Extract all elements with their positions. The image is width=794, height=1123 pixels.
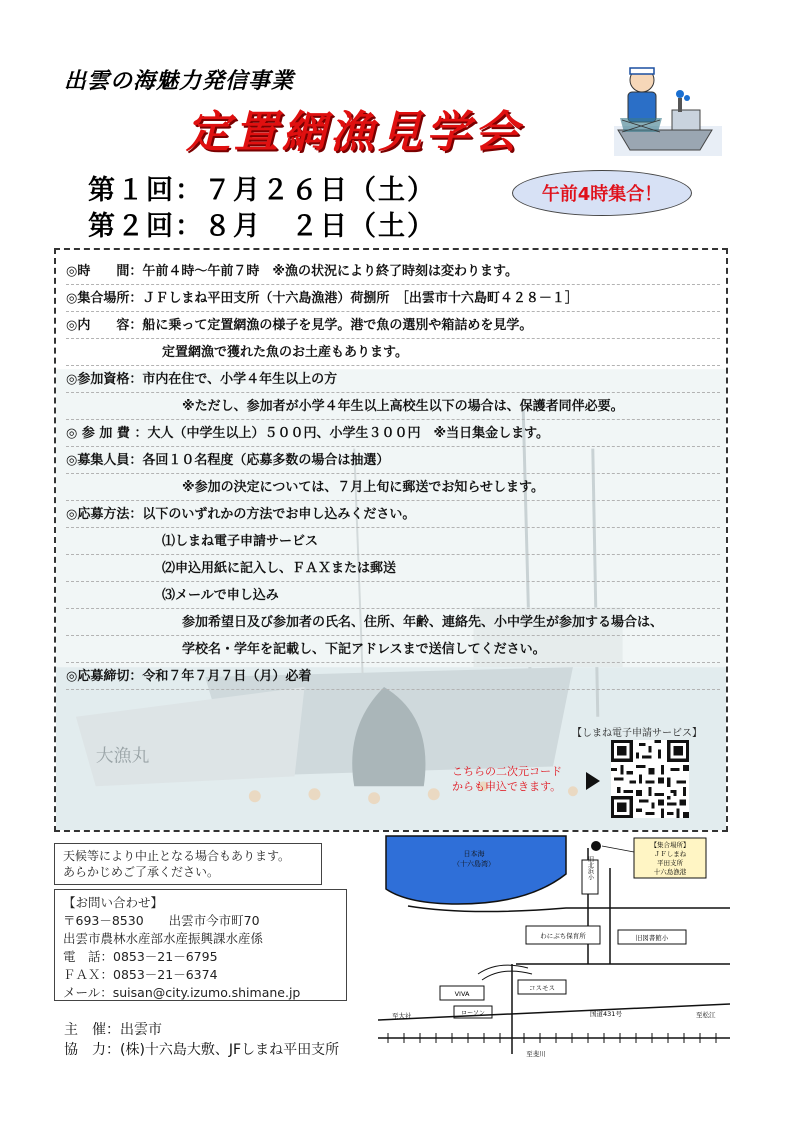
- notice-line-2: あらかじめご了承ください。: [63, 865, 220, 879]
- map-viva: VIVA: [454, 990, 470, 998]
- detail-application: ◎応募方法：以下のいずれかの方法でお申し込みください。: [66, 501, 720, 528]
- map-east: 至松江: [696, 1011, 716, 1019]
- contact-fax: ＦＡＸ：0853－21－6374: [63, 967, 218, 982]
- contact-phone: 電 話：0853－21－6795: [63, 949, 218, 964]
- map-meeting-label-3: 平田支所: [657, 859, 683, 867]
- contact-heading: 【お問い合わせ】: [63, 895, 164, 910]
- map-cosmos: コスモス: [529, 984, 555, 992]
- session-2-date: 第２回：８月 ２日（土）: [88, 211, 436, 242]
- map-south: 至斐川: [526, 1050, 546, 1058]
- organizer: 主 催：出雲市: [64, 1022, 162, 1038]
- map-sea-label-1: 日本海: [463, 850, 485, 858]
- qr-caption: 【しまね電子申請サービス】: [572, 728, 702, 739]
- map-meeting-label-2: ＪＦしまね: [653, 850, 687, 858]
- detail-email-instructions-1: 参加希望日及び参加者の氏名、住所、年齢、連絡先、小中学生が参加する場合は、: [66, 609, 720, 636]
- access-map: [378, 834, 730, 1062]
- boat-name-text: 大漁丸: [95, 745, 150, 767]
- detail-meeting-place: ◎集合場所：ＪＦしまね平田支所（十六島漁港）荷捌所 ［出雲市十六島町４２８－１］: [66, 285, 720, 312]
- info-box: [54, 248, 728, 832]
- contact-email[interactable]: メール：suisan@city.izumo.shimane.jp: [63, 985, 301, 1000]
- detail-eligibility: ◎参加資格：市内在住で、小学４年生以上の方: [66, 366, 720, 393]
- map-school-vertical: 旧北浜小: [586, 856, 594, 880]
- meeting-place-marker: [591, 841, 601, 851]
- detail-content-note: 定置網漁で獲れた魚のお土産もあります。: [66, 339, 720, 366]
- fisherman-illustration: [612, 60, 722, 156]
- cooperation: 協 力：(株)十六島大敷、JFしまね平田支所: [64, 1042, 340, 1058]
- map-route: 国道431号: [590, 1010, 622, 1018]
- map-west: 至大社: [392, 1012, 412, 1020]
- cancellation-notice: [54, 843, 322, 885]
- detail-method-3: ⑶メールで申し込み: [66, 582, 720, 609]
- detail-capacity-note: ※参加の決定については、７月上旬に郵送でお知らせします。: [66, 474, 720, 501]
- arrow-right-icon: [586, 772, 600, 790]
- contact-box: [54, 889, 347, 1001]
- detail-content: ◎内 容：船に乗って定置網漁の様子を見学。港で魚の選別や箱詰めを見学。: [66, 312, 720, 339]
- map-nursery: わにぶち保育所: [540, 932, 586, 940]
- map-lawson: ローソン: [461, 1010, 485, 1017]
- session-1-date: 第１回：７月２６日（土）: [88, 175, 436, 206]
- qr-note-line-1: こちらの二次元コード: [452, 765, 562, 778]
- sea-shape: [386, 836, 566, 904]
- detail-capacity: ◎募集人員：各回１０名程度（応募多数の場合は抽選）: [66, 447, 720, 474]
- contact-address: 〒693－8530 出雲市今市町70: [63, 913, 260, 928]
- badge-text: 午前4時集合！: [541, 184, 663, 205]
- organizers: [64, 1020, 339, 1060]
- detail-eligibility-note: ※ただし、参加者が小学４年生以上高校生以下の場合は、保護者同伴必要。: [66, 393, 720, 420]
- map-old-school: 旧図書館小: [635, 934, 669, 942]
- detail-method-1: ⑴しまね電子申請サービス: [66, 528, 720, 555]
- map-meeting-label-1: 【集合場所】: [650, 841, 690, 849]
- detail-method-2: ⑵申込用紙に記入し、ＦＡＸまたは郵送: [66, 555, 720, 582]
- assembly-time-badge: [512, 170, 692, 216]
- qr-note: [452, 764, 584, 794]
- subtitle: 出雲の海魅力発信事業: [64, 69, 295, 94]
- notice-line-1: 天候等により中止となる場合もあります。: [63, 849, 291, 863]
- detail-email-instructions-2: 学校名・学年を記載し、下記アドレスまで送信してください。: [66, 636, 720, 663]
- qr-code-icon[interactable]: [611, 740, 689, 818]
- map-sea-label-2: （十六島湾）: [453, 860, 495, 868]
- map-meeting-label-4: 十六島漁港: [653, 868, 687, 876]
- page-title: 定置網漁見学会: [186, 107, 522, 158]
- qr-note-line-2: からも申込できます。: [452, 780, 562, 793]
- detail-time: ◎時 間：午前４時～午前７時 ※漁の状況により終了時刻は変わります。: [66, 258, 720, 285]
- detail-deadline: ◎応募締切：令和７年７月７日（月）必着: [66, 663, 720, 690]
- contact-department: 出雲市農林水産部水産振興課水産係: [63, 931, 264, 946]
- detail-fee: ◎ 参 加 費 ：大人（中学生以上）５００円、小学生３００円 ※当日集金します。: [66, 420, 720, 447]
